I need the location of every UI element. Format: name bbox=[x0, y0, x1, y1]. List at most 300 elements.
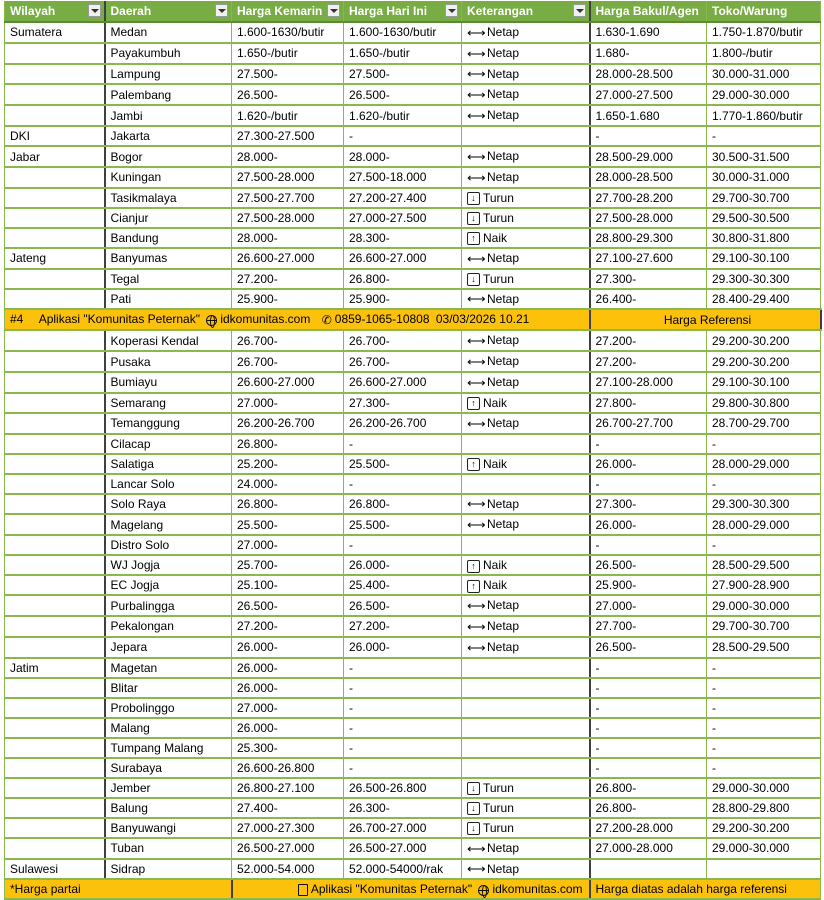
cell-toko-warung: 29.700-30.700 bbox=[707, 188, 821, 208]
cell-wilayah bbox=[5, 289, 105, 310]
cell-toko-warung: 1.800-/butir bbox=[707, 43, 821, 64]
cell-wilayah bbox=[5, 616, 105, 637]
cell-harga-bakul: 28.000-28.500 bbox=[590, 64, 707, 85]
cell-wilayah bbox=[5, 434, 105, 454]
cell-wilayah bbox=[5, 84, 105, 105]
cell-toko-warung: 30.800-31.800 bbox=[707, 228, 821, 248]
footer-app-cell bbox=[232, 879, 590, 899]
cell-harga-kemarin: 1.620-/butir bbox=[232, 105, 344, 126]
cell-toko-warung: 29.200-30.200 bbox=[707, 351, 821, 372]
cell-toko-warung: 28.500-29.500 bbox=[707, 555, 821, 575]
cell-daerah: Bandung bbox=[105, 228, 232, 248]
cell-daerah: Bogor bbox=[105, 146, 232, 167]
cell-wilayah bbox=[5, 535, 105, 555]
cell-keterangan bbox=[462, 248, 590, 269]
steady-arrow-icon: ⟷ bbox=[467, 291, 486, 307]
status-label: Netap bbox=[487, 108, 520, 123]
status-label: Netap bbox=[487, 25, 520, 39]
cell-daerah: Koperasi Kendal bbox=[105, 330, 232, 351]
cell-keterangan bbox=[462, 718, 590, 738]
cell-toko-warung: 29.100-30.100 bbox=[707, 372, 821, 393]
status-label: Netap bbox=[487, 291, 520, 306]
steady-arrow-icon: ⟷ bbox=[467, 840, 486, 856]
banner-phone[interactable]: 0859-1065-10808 bbox=[334, 312, 430, 327]
table-row bbox=[5, 514, 821, 535]
cell-harga-bakul: 27.800- bbox=[590, 393, 707, 413]
cell-harga-hari-ini: 25.500- bbox=[344, 454, 462, 474]
cell-harga-hari-ini: 26.500-26.800 bbox=[344, 778, 462, 798]
status-label: Netap bbox=[487, 250, 520, 265]
cell-harga-hari-ini: 26.700- bbox=[344, 330, 462, 351]
cell-harga-hari-ini: 1.600-1630/butir bbox=[344, 22, 462, 43]
cell-daerah: Pati bbox=[105, 289, 232, 310]
status-label: Netap bbox=[487, 374, 520, 389]
cell-keterangan bbox=[462, 105, 590, 126]
cell-wilayah bbox=[5, 798, 105, 818]
cell-toko-warung: - bbox=[707, 738, 821, 758]
cell-harga-kemarin: 28.000- bbox=[232, 228, 344, 248]
cell-harga-kemarin: 26.500- bbox=[232, 84, 344, 105]
cell-daerah: Jepara bbox=[105, 637, 232, 658]
cell-harga-hari-ini: - bbox=[344, 678, 462, 698]
cell-harga-kemarin: 25.300- bbox=[232, 738, 344, 758]
table-row bbox=[5, 351, 821, 372]
cell-toko-warung: 29.300-30.300 bbox=[707, 494, 821, 515]
cell-toko-warung: - bbox=[707, 698, 821, 718]
cell-wilayah bbox=[5, 64, 105, 85]
cell-harga-kemarin: 27.000- bbox=[232, 535, 344, 555]
cell-toko-warung: 30.000-31.000 bbox=[707, 64, 821, 85]
cell-daerah: Medan bbox=[105, 22, 232, 43]
table-row bbox=[5, 678, 821, 698]
cell-harga-bakul: - bbox=[590, 434, 707, 454]
cell-keterangan bbox=[462, 698, 590, 718]
cell-harga-kemarin: 26.800-27.100 bbox=[232, 778, 344, 798]
cell-toko-warung: 28.400-29.400 bbox=[707, 289, 821, 310]
footer-website[interactable]: idkomunitas.com bbox=[492, 882, 583, 897]
cell-harga-kemarin: 26.000- bbox=[232, 658, 344, 678]
status-label: Netap bbox=[487, 639, 520, 654]
cell-wilayah bbox=[5, 758, 105, 778]
cell-harga-bakul: - bbox=[590, 738, 707, 758]
status-label: Netap bbox=[487, 87, 520, 102]
cell-harga-kemarin: 27.400- bbox=[232, 798, 344, 818]
cell-keterangan bbox=[462, 289, 590, 310]
cell-keterangan bbox=[462, 126, 590, 146]
cell-toko-warung: 1.770-1.860/butir bbox=[707, 105, 821, 126]
cell-harga-hari-ini: 26.000- bbox=[344, 555, 462, 575]
table-row bbox=[5, 269, 821, 289]
filter-dropdown-icon[interactable] bbox=[327, 4, 340, 17]
steady-arrow-icon: ⟷ bbox=[467, 618, 486, 634]
header-wilayah: Wilayah bbox=[5, 1, 105, 22]
cell-wilayah: Jateng bbox=[5, 248, 105, 269]
status-label: Naik bbox=[483, 230, 508, 245]
cell-toko-warung: 1.750-1.870/butir bbox=[707, 22, 821, 43]
cell-daerah: Solo Raya bbox=[105, 494, 232, 515]
cell-keterangan bbox=[462, 393, 590, 413]
info-banner-row bbox=[5, 309, 821, 330]
cell-harga-hari-ini: - bbox=[344, 126, 462, 146]
cell-harga-bakul: 27.200- bbox=[590, 351, 707, 372]
cell-toko-warung: - bbox=[707, 535, 821, 555]
table-row bbox=[5, 658, 821, 678]
table-row bbox=[5, 167, 821, 188]
cell-harga-hari-ini: 26.700-27.000 bbox=[344, 818, 462, 838]
steady-arrow-icon: ⟷ bbox=[467, 66, 486, 82]
cell-harga-kemarin: 1.600-1630/butir bbox=[232, 22, 344, 43]
up-arrow-icon: ↑ bbox=[467, 458, 480, 471]
status-label: Turun bbox=[483, 271, 514, 286]
cell-toko-warung: 29.000-30.000 bbox=[707, 84, 821, 105]
cell-harga-hari-ini: 27.300- bbox=[344, 393, 462, 413]
cell-harga-hari-ini: - bbox=[344, 698, 462, 718]
cell-wilayah: Jabar bbox=[5, 146, 105, 167]
cell-harga-bakul: 26.000- bbox=[590, 514, 707, 535]
table-row bbox=[5, 637, 821, 658]
table-row bbox=[5, 208, 821, 228]
cell-daerah: Jember bbox=[105, 778, 232, 798]
table-row bbox=[5, 535, 821, 555]
cell-harga-bakul: 27.200-28.000 bbox=[590, 818, 707, 838]
filter-dropdown-icon[interactable] bbox=[445, 4, 458, 17]
cell-wilayah: Sulawesi bbox=[5, 859, 105, 880]
cell-daerah: Jambi bbox=[105, 105, 232, 126]
banner-reference-label: Harga Referensi bbox=[590, 309, 821, 330]
cell-keterangan bbox=[462, 818, 590, 838]
cell-keterangan bbox=[462, 658, 590, 678]
header-toko-warung: Toko/Warung bbox=[707, 1, 821, 22]
cell-harga-kemarin: 25.200- bbox=[232, 454, 344, 474]
cell-keterangan bbox=[462, 595, 590, 616]
cell-harga-hari-ini: 26.700- bbox=[344, 351, 462, 372]
cell-daerah: Lancar Solo bbox=[105, 474, 232, 494]
cell-harga-bakul: 27.300- bbox=[590, 494, 707, 515]
cell-keterangan bbox=[462, 228, 590, 248]
table-row bbox=[5, 330, 821, 351]
cell-wilayah bbox=[5, 167, 105, 188]
cell-wilayah bbox=[5, 838, 105, 859]
status-label: Netap bbox=[487, 169, 520, 184]
cell-harga-bakul: 26.400- bbox=[590, 289, 707, 310]
header-harga-bakul: Harga Bakul/Agen bbox=[590, 1, 707, 22]
cell-harga-bakul: - bbox=[590, 658, 707, 678]
cell-harga-kemarin: 52.000-54.000 bbox=[232, 859, 344, 880]
table-row bbox=[5, 372, 821, 393]
steady-arrow-icon: ⟷ bbox=[467, 108, 486, 124]
cell-keterangan bbox=[462, 330, 590, 351]
down-arrow-icon: ↓ bbox=[467, 212, 480, 225]
cell-wilayah bbox=[5, 413, 105, 434]
cell-keterangan bbox=[462, 43, 590, 64]
steady-arrow-icon: ⟷ bbox=[467, 169, 486, 185]
cell-harga-bakul: 26.800- bbox=[590, 798, 707, 818]
cell-harga-bakul: 1.680- bbox=[590, 43, 707, 64]
cell-harga-hari-ini: 26.200-26.700 bbox=[344, 413, 462, 434]
status-label: Naik bbox=[483, 395, 508, 410]
phone-icon: ✆ bbox=[321, 313, 332, 328]
cell-harga-bakul: 1.630-1.690 bbox=[590, 22, 707, 43]
cell-daerah: WJ Jogja bbox=[105, 555, 232, 575]
cell-toko-warung: 30.000-31.000 bbox=[707, 167, 821, 188]
cell-harga-kemarin: 26.600-26.800 bbox=[232, 758, 344, 778]
cell-keterangan bbox=[462, 859, 590, 880]
up-arrow-icon: ↑ bbox=[467, 580, 480, 593]
cell-wilayah bbox=[5, 718, 105, 738]
table-row bbox=[5, 616, 821, 637]
cell-daerah: Purbalingga bbox=[105, 595, 232, 616]
cell-toko-warung: - bbox=[707, 658, 821, 678]
cell-toko-warung: - bbox=[707, 678, 821, 698]
filter-dropdown-icon[interactable] bbox=[215, 4, 228, 17]
cell-wilayah bbox=[5, 330, 105, 351]
cell-toko-warung: 28.800-29.800 bbox=[707, 798, 821, 818]
cell-harga-kemarin: 26.200-26.700 bbox=[232, 413, 344, 434]
cell-keterangan bbox=[462, 167, 590, 188]
table-row bbox=[5, 859, 821, 880]
cell-keterangan bbox=[462, 637, 590, 658]
cell-keterangan bbox=[462, 146, 590, 167]
cell-keterangan bbox=[462, 514, 590, 535]
cell-harga-hari-ini: - bbox=[344, 434, 462, 454]
cell-harga-kemarin: 1.650-/butir bbox=[232, 43, 344, 64]
cell-harga-bakul: 27.500-28.000 bbox=[590, 208, 707, 228]
cell-daerah: Tegal bbox=[105, 269, 232, 289]
cell-harga-bakul: 26.500- bbox=[590, 555, 707, 575]
cell-harga-kemarin: 27.500-28.000 bbox=[232, 208, 344, 228]
status-label: Netap bbox=[487, 840, 520, 855]
cell-keterangan bbox=[462, 351, 590, 372]
cell-daerah: Payakumbuh bbox=[105, 43, 232, 64]
cell-harga-kemarin: 26.000- bbox=[232, 678, 344, 698]
cell-harga-hari-ini: 27.200- bbox=[344, 616, 462, 637]
cell-harga-hari-ini: 1.650-/butir bbox=[344, 43, 462, 64]
cell-toko-warung: - bbox=[707, 474, 821, 494]
cell-harga-bakul: 26.000- bbox=[590, 454, 707, 474]
steady-arrow-icon: ⟷ bbox=[467, 496, 486, 512]
cell-harga-bakul: 27.700-28.200 bbox=[590, 188, 707, 208]
footer-reference-note: Harga diatas adalah harga referensi bbox=[590, 879, 821, 899]
header-daerah: Daerah bbox=[105, 1, 232, 22]
cell-keterangan bbox=[462, 84, 590, 105]
status-label: Netap bbox=[487, 619, 520, 634]
header-harga-kemarin: Harga Kemarin bbox=[232, 1, 344, 22]
cell-daerah: Magelang bbox=[105, 514, 232, 535]
cell-toko-warung bbox=[707, 859, 821, 880]
cell-keterangan bbox=[462, 778, 590, 798]
cell-harga-kemarin: 27.000-27.300 bbox=[232, 818, 344, 838]
cell-toko-warung: - bbox=[707, 434, 821, 454]
cell-daerah: Pusaka bbox=[105, 351, 232, 372]
cell-harga-bakul: 1.650-1.680 bbox=[590, 105, 707, 126]
steady-arrow-icon: ⟷ bbox=[467, 87, 486, 103]
cell-toko-warung: 28.000-29.000 bbox=[707, 514, 821, 535]
cell-harga-bakul bbox=[590, 859, 707, 880]
table-row bbox=[5, 146, 821, 167]
cell-harga-hari-ini: 25.900- bbox=[344, 289, 462, 310]
table-row bbox=[5, 778, 821, 798]
cell-wilayah bbox=[5, 514, 105, 535]
cell-harga-bakul: 27.200- bbox=[590, 330, 707, 351]
cell-harga-hari-ini: 28.000- bbox=[344, 146, 462, 167]
steady-arrow-icon: ⟷ bbox=[467, 639, 486, 655]
cell-keterangan bbox=[462, 474, 590, 494]
cell-keterangan bbox=[462, 535, 590, 555]
table-row bbox=[5, 555, 821, 575]
cell-keterangan bbox=[462, 616, 590, 637]
cell-daerah: Malang bbox=[105, 718, 232, 738]
status-label: Netap bbox=[487, 496, 520, 511]
table-row bbox=[5, 798, 821, 818]
cell-wilayah bbox=[5, 698, 105, 718]
cell-wilayah bbox=[5, 43, 105, 64]
filter-dropdown-icon[interactable] bbox=[88, 4, 101, 17]
cell-wilayah bbox=[5, 637, 105, 658]
cell-harga-kemarin: 26.000- bbox=[232, 718, 344, 738]
cell-wilayah bbox=[5, 188, 105, 208]
cell-keterangan bbox=[462, 738, 590, 758]
table-row bbox=[5, 838, 821, 859]
cell-harga-hari-ini: 26.500- bbox=[344, 595, 462, 616]
cell-daerah: Tumpang Malang bbox=[105, 738, 232, 758]
cell-toko-warung: 29.100-30.100 bbox=[707, 248, 821, 269]
cell-keterangan bbox=[462, 434, 590, 454]
status-label: Netap bbox=[487, 66, 520, 81]
cell-harga-hari-ini: - bbox=[344, 718, 462, 738]
cell-daerah: Temanggung bbox=[105, 413, 232, 434]
cell-harga-kemarin: 24.000- bbox=[232, 474, 344, 494]
cell-wilayah bbox=[5, 595, 105, 616]
cell-keterangan bbox=[462, 555, 590, 575]
cell-daerah: Cianjur bbox=[105, 208, 232, 228]
header-row bbox=[5, 1, 821, 22]
cell-keterangan bbox=[462, 494, 590, 515]
cell-harga-kemarin: 26.600-27.000 bbox=[232, 248, 344, 269]
up-arrow-icon: ↑ bbox=[467, 232, 480, 245]
table-row bbox=[5, 434, 821, 454]
cell-harga-hari-ini: 27.200-27.400 bbox=[344, 188, 462, 208]
cell-wilayah bbox=[5, 575, 105, 595]
cell-harga-hari-ini: 27.500-18.000 bbox=[344, 167, 462, 188]
cell-daerah: Cilacap bbox=[105, 434, 232, 454]
cell-harga-kemarin: 26.700- bbox=[232, 330, 344, 351]
cell-harga-kemarin: 27.500-27.700 bbox=[232, 188, 344, 208]
cell-harga-hari-ini: - bbox=[344, 738, 462, 758]
cell-harga-kemarin: 27.000- bbox=[232, 393, 344, 413]
cell-keterangan bbox=[462, 798, 590, 818]
cell-harga-kemarin: 27.200- bbox=[232, 616, 344, 637]
table-row bbox=[5, 188, 821, 208]
cell-keterangan bbox=[462, 454, 590, 474]
status-label: Netap bbox=[487, 149, 520, 164]
status-label: Turun bbox=[483, 190, 514, 205]
app-icon bbox=[298, 884, 308, 896]
status-label: Turun bbox=[483, 820, 514, 835]
status-label: Turun bbox=[483, 800, 514, 815]
cell-harga-hari-ini: 28.300- bbox=[344, 228, 462, 248]
table-row bbox=[5, 698, 821, 718]
up-arrow-icon: ↑ bbox=[467, 397, 480, 410]
cell-harga-bakul: 28.500-29.000 bbox=[590, 146, 707, 167]
cell-harga-kemarin: 26.500- bbox=[232, 595, 344, 616]
cell-toko-warung: 29.000-30.000 bbox=[707, 838, 821, 859]
cell-toko-warung: - bbox=[707, 126, 821, 146]
table-row bbox=[5, 494, 821, 515]
cell-daerah: Blitar bbox=[105, 678, 232, 698]
cell-keterangan bbox=[462, 678, 590, 698]
steady-arrow-icon: ⟷ bbox=[467, 861, 486, 877]
steady-arrow-icon: ⟷ bbox=[467, 250, 486, 266]
cell-harga-hari-ini: 26.800- bbox=[344, 494, 462, 515]
table-row bbox=[5, 718, 821, 738]
steady-arrow-icon: ⟷ bbox=[467, 148, 486, 164]
cell-daerah: Balung bbox=[105, 798, 232, 818]
cell-daerah: Kuningan bbox=[105, 167, 232, 188]
cell-harga-hari-ini: 25.500- bbox=[344, 514, 462, 535]
cell-harga-hari-ini: 52.000-54000/rak bbox=[344, 859, 462, 880]
cell-daerah: Bumiayu bbox=[105, 372, 232, 393]
status-label: Netap bbox=[487, 598, 520, 613]
cell-harga-kemarin: 27.300-27.500 bbox=[232, 126, 344, 146]
cell-daerah: Palembang bbox=[105, 84, 232, 105]
cell-harga-bakul: - bbox=[590, 678, 707, 698]
cell-harga-hari-ini: - bbox=[344, 535, 462, 555]
banner-website[interactable]: idkomunitas.com bbox=[220, 312, 311, 327]
table-row bbox=[5, 474, 821, 494]
cell-wilayah bbox=[5, 372, 105, 393]
table-row bbox=[5, 248, 821, 269]
cell-wilayah: Jatim bbox=[5, 658, 105, 678]
cell-toko-warung: 27.900-28.900 bbox=[707, 575, 821, 595]
table-row bbox=[5, 289, 821, 310]
cell-daerah: Jakarta bbox=[105, 126, 232, 146]
cell-daerah: Banyumas bbox=[105, 248, 232, 269]
cell-toko-warung: 29.200-30.200 bbox=[707, 330, 821, 351]
cell-harga-hari-ini: 26.600-27.000 bbox=[344, 248, 462, 269]
status-label: Naik bbox=[483, 558, 508, 573]
header-keterangan: Keterangan bbox=[462, 1, 590, 22]
cell-harga-kemarin: 27.000- bbox=[232, 698, 344, 718]
cell-daerah: Lampung bbox=[105, 64, 232, 85]
steady-arrow-icon: ⟷ bbox=[467, 374, 486, 390]
table-row bbox=[5, 738, 821, 758]
steady-arrow-icon: ⟷ bbox=[467, 415, 486, 431]
cell-daerah: Distro Solo bbox=[105, 535, 232, 555]
cell-toko-warung: 28.700-29.700 bbox=[707, 413, 821, 434]
steady-arrow-icon: ⟷ bbox=[467, 353, 486, 369]
cell-harga-kemarin: 26.800- bbox=[232, 434, 344, 454]
table-row bbox=[5, 575, 821, 595]
cell-wilayah bbox=[5, 105, 105, 126]
status-label: Netap bbox=[487, 861, 520, 876]
cell-harga-hari-ini: 1.620-/butir bbox=[344, 105, 462, 126]
cell-wilayah: DKI bbox=[5, 126, 105, 146]
cell-harga-bakul: - bbox=[590, 126, 707, 146]
cell-harga-bakul: 26.500- bbox=[590, 637, 707, 658]
cell-daerah: Pekalongan bbox=[105, 616, 232, 637]
table-row bbox=[5, 393, 821, 413]
cell-toko-warung: 29.800-30.800 bbox=[707, 393, 821, 413]
down-arrow-icon: ↓ bbox=[467, 273, 480, 286]
cell-harga-bakul: 27.100-27.600 bbox=[590, 248, 707, 269]
status-label: Netap bbox=[487, 354, 520, 369]
cell-daerah: Semarang bbox=[105, 393, 232, 413]
cell-harga-kemarin: 26.600-27.000 bbox=[232, 372, 344, 393]
steady-arrow-icon: ⟷ bbox=[467, 517, 486, 533]
cell-harga-kemarin: 26.000- bbox=[232, 637, 344, 658]
filter-dropdown-icon[interactable] bbox=[573, 4, 586, 17]
cell-wilayah bbox=[5, 818, 105, 838]
